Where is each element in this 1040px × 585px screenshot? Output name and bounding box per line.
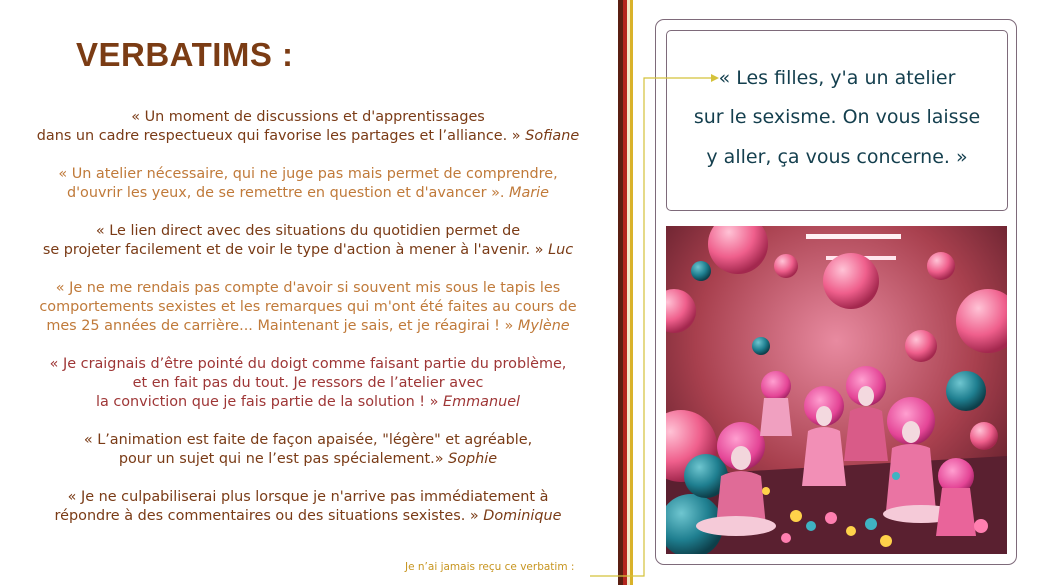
verbatim-author: Mylène [517, 318, 570, 334]
verbatim-author: Sophie [448, 451, 498, 467]
verbatim-text: et en fait pas du tout. Je ressors de l’atelier avec [132, 375, 484, 391]
highlight-quote-line: « Les filles, y'a un atelier [718, 67, 956, 89]
verbatim-text: dans un cadre respectueux qui favorise les partages et l’alliance. » [36, 128, 521, 144]
verbatim-text: la conviction que je fais partie de la solution ! » [95, 394, 439, 410]
verbatim-text: « L’animation est faite de façon apaisée, "légère" et agréable, [83, 432, 533, 448]
verbatim-text: se projeter facilement et de voir le type d'action à mener à l'avenir. » [42, 242, 544, 258]
verbatim-author: Marie [509, 185, 550, 201]
verbatim-author: Luc [548, 242, 574, 258]
verbatim-text: pour un sujet qui ne l’est pas spécialement.» [118, 451, 444, 467]
footnote: Je n’ai jamais reçu ce verbatim : [405, 561, 575, 573]
verbatim-text: d'ouvrir les yeux, de se remettre en question et d'avancer ». [66, 185, 505, 201]
highlight-quote-line: y aller, ça vous concerne. » [706, 146, 968, 168]
verbatim-text: comportements sexistes et les remarques qui m'ont été faites au cours de [39, 299, 577, 315]
highlight-quote-line: sur le sexisme. On vous laisse [693, 106, 981, 128]
verbatim-text: « Je ne culpabiliserai plus lorsque je n'arrive pas immédiatement à [67, 489, 549, 505]
verbatim-text: « Le lien direct avec des situations du quotidien permet de [95, 223, 521, 239]
party-photo [666, 226, 1007, 554]
verbatim-text: mes 25 années de carrière... Maintenant je sais, et je réagirai ! » [46, 318, 514, 334]
verbatim-author: Emmanuel [443, 394, 521, 410]
verbatim-author: Sofiane [525, 128, 580, 144]
verbatim-author: Dominique [483, 508, 562, 524]
page-title: VERBATIMS : [76, 36, 294, 73]
verbatim-text: « Un moment de discussions et d'apprentissages [131, 109, 485, 125]
verbatim-text: « Je ne me rendais pas compte d'avoir si souvent mis sous le tapis les [55, 280, 561, 296]
verbatim-text: répondre à des commentaires ou des situations sexistes. » [54, 508, 479, 524]
verbatim-text: « Je craignais d’être pointé du doigt comme faisant partie du problème, [49, 356, 567, 372]
verbatim-text: « Un atelier nécessaire, qui ne juge pas mais permet de comprendre, [58, 166, 558, 182]
